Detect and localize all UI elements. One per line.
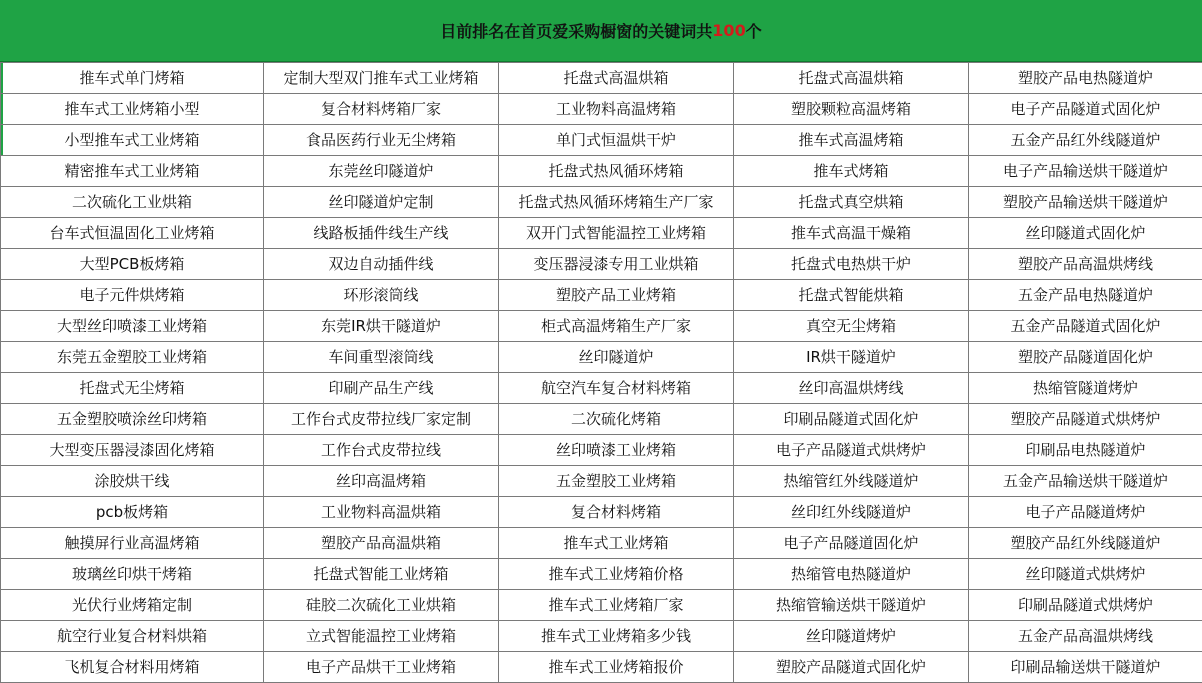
keyword-cell[interactable]: 大型变压器浸漆固化烤箱 — [1, 435, 264, 466]
keyword-cell[interactable]: 推车式工业烤箱多少钱 — [499, 621, 734, 652]
keyword-cell[interactable]: 电子产品输送烘干隧道炉 — [969, 156, 1202, 187]
keyword-cell[interactable]: 工业物料高温烤箱 — [499, 94, 734, 125]
keyword-cell[interactable]: 丝印隧道式固化炉 — [969, 218, 1202, 249]
keyword-cell[interactable]: 托盘式真空烘箱 — [734, 187, 969, 218]
keyword-cell[interactable]: 台车式恒温固化工业烤箱 — [1, 218, 264, 249]
keyword-cell[interactable]: 五金塑胶喷涂丝印烤箱 — [1, 404, 264, 435]
keyword-cell[interactable]: pcb板烤箱 — [1, 497, 264, 528]
keyword-cell[interactable]: 工作台式皮带拉线 — [264, 435, 499, 466]
keyword-cell[interactable]: 托盘式智能烘箱 — [734, 280, 969, 311]
keyword-cell[interactable]: 热缩管红外线隧道炉 — [734, 466, 969, 497]
keyword-cell[interactable]: 丝印隧道式烘烤炉 — [969, 559, 1202, 590]
keyword-cell[interactable]: 托盘式热风循环烤箱生产厂家 — [499, 187, 734, 218]
keyword-cell[interactable]: 推车式工业烤箱厂家 — [499, 590, 734, 621]
keyword-cell[interactable]: 推车式工业烤箱 — [499, 528, 734, 559]
keyword-cell[interactable]: 二次硫化工业烘箱 — [1, 187, 264, 218]
keyword-cell[interactable]: 塑胶产品隧道式固化炉 — [734, 652, 969, 683]
keyword-cell[interactable]: 电子产品烘干工业烤箱 — [264, 652, 499, 683]
keyword-cell[interactable]: 托盘式电热烘干炉 — [734, 249, 969, 280]
keyword-cell[interactable]: 丝印高温烤箱 — [264, 466, 499, 497]
table-row — [1, 125, 1202, 156]
sheet-header — [0, 0, 1202, 62]
keyword-cell[interactable]: 塑胶产品隧道固化炉 — [969, 342, 1202, 373]
keyword-cell[interactable]: 定制大型双门推车式工业烤箱 — [264, 63, 499, 94]
header-title-prefix: 目前排名在首页爱采购橱窗的关键词共 — [440, 19, 712, 42]
keyword-cell[interactable]: 五金产品隧道式固化炉 — [969, 311, 1202, 342]
keyword-cell[interactable]: 五金产品输送烘干隧道炉 — [969, 466, 1202, 497]
keyword-cell[interactable]: 印刷品隧道式固化炉 — [734, 404, 969, 435]
keyword-cell[interactable]: 热缩管输送烘干隧道炉 — [734, 590, 969, 621]
keyword-cell[interactable]: 五金产品电热隧道炉 — [969, 280, 1202, 311]
table-row — [1, 466, 1202, 497]
keyword-cell[interactable]: 塑胶产品电热隧道炉 — [969, 63, 1202, 94]
keyword-cell[interactable]: 精密推车式工业烤箱 — [1, 156, 264, 187]
keyword-cell[interactable]: 热缩管隧道烤炉 — [969, 373, 1202, 404]
keyword-cell[interactable]: 托盘式高温烘箱 — [499, 63, 734, 94]
table-row — [1, 404, 1202, 435]
keyword-cell[interactable]: 推车式工业烤箱价格 — [499, 559, 734, 590]
keyword-cell[interactable]: 丝印隧道炉 — [499, 342, 734, 373]
keyword-cell[interactable]: 涂胶烘干线 — [1, 466, 264, 497]
keyword-cell[interactable]: 印刷品隧道式烘烤炉 — [969, 590, 1202, 621]
keyword-cell[interactable]: 电子元件烘烤箱 — [1, 280, 264, 311]
keyword-cell[interactable]: 大型PCB板烤箱 — [1, 249, 264, 280]
keyword-cell[interactable]: 东莞IR烘干隧道炉 — [264, 311, 499, 342]
keyword-cell[interactable]: 触摸屏行业高温烤箱 — [1, 528, 264, 559]
table-row — [1, 497, 1202, 528]
keyword-table — [0, 62, 1202, 683]
keyword-cell[interactable]: 航空汽车复合材料烤箱 — [499, 373, 734, 404]
keyword-cell[interactable]: 丝印隧道炉定制 — [264, 187, 499, 218]
header-keyword-count: 100 — [712, 21, 745, 40]
keyword-cell[interactable]: 电子产品隧道式固化炉 — [969, 94, 1202, 125]
table-row — [1, 559, 1202, 590]
table-row — [1, 342, 1202, 373]
keyword-cell[interactable]: 推车式高温干燥箱 — [734, 218, 969, 249]
keyword-cell[interactable]: 食品医药行业无尘烤箱 — [264, 125, 499, 156]
table-row — [1, 280, 1202, 311]
keyword-cell[interactable]: 推车式高温烤箱 — [734, 125, 969, 156]
keyword-cell[interactable]: 车间重型滚筒线 — [264, 342, 499, 373]
keyword-cell[interactable]: 托盘式热风循环烤箱 — [499, 156, 734, 187]
keyword-cell[interactable]: 玻璃丝印烘干烤箱 — [1, 559, 264, 590]
keyword-cell[interactable]: IR烘干隧道炉 — [734, 342, 969, 373]
keyword-cell[interactable]: 立式智能温控工业烤箱 — [264, 621, 499, 652]
keyword-cell[interactable]: 塑胶产品红外线隧道炉 — [969, 528, 1202, 559]
keyword-cell[interactable]: 丝印隧道烤炉 — [734, 621, 969, 652]
keyword-cell[interactable]: 硅胶二次硫化工业烘箱 — [264, 590, 499, 621]
keyword-cell[interactable]: 塑胶产品隧道式烘烤炉 — [969, 404, 1202, 435]
keyword-cell[interactable]: 复合材料烤箱厂家 — [264, 94, 499, 125]
table-row — [1, 156, 1202, 187]
keyword-cell[interactable]: 环形滚筒线 — [264, 280, 499, 311]
keyword-cell[interactable]: 电子产品隧道固化炉 — [734, 528, 969, 559]
keyword-cell[interactable]: 五金塑胶工业烤箱 — [499, 466, 734, 497]
table-row — [1, 94, 1202, 125]
table-row — [1, 187, 1202, 218]
keyword-cell[interactable]: 线路板插件线生产线 — [264, 218, 499, 249]
table-row — [1, 373, 1202, 404]
table-row — [1, 435, 1202, 466]
keyword-cell[interactable]: 丝印高温烘烤线 — [734, 373, 969, 404]
keyword-cell[interactable]: 印刷品输送烘干隧道炉 — [969, 652, 1202, 683]
keyword-cell[interactable]: 丝印红外线隧道炉 — [734, 497, 969, 528]
keyword-cell[interactable]: 五金产品高温烘烤线 — [969, 621, 1202, 652]
keyword-cell[interactable]: 印刷品电热隧道炉 — [969, 435, 1202, 466]
table-row — [1, 249, 1202, 280]
keyword-cell[interactable]: 塑胶颗粒高温烤箱 — [734, 94, 969, 125]
keyword-cell[interactable]: 航空行业复合材料烘箱 — [1, 621, 264, 652]
keyword-cell[interactable]: 丝印喷漆工业烤箱 — [499, 435, 734, 466]
keyword-cell[interactable]: 塑胶产品工业烤箱 — [499, 280, 734, 311]
keyword-cell[interactable]: 二次硫化烤箱 — [499, 404, 734, 435]
keyword-cell[interactable]: 真空无尘烤箱 — [734, 311, 969, 342]
keyword-cell[interactable]: 托盘式智能工业烤箱 — [264, 559, 499, 590]
keyword-cell[interactable]: 工作台式皮带拉线厂家定制 — [264, 404, 499, 435]
keyword-cell[interactable]: 大型丝印喷漆工业烤箱 — [1, 311, 264, 342]
keyword-cell[interactable]: 推车式单门烤箱 — [1, 63, 264, 94]
keyword-cell[interactable]: 柜式高温烤箱生产厂家 — [499, 311, 734, 342]
table-row — [1, 590, 1202, 621]
table-row — [1, 528, 1202, 559]
keyword-cell[interactable]: 飞机复合材料用烤箱 — [1, 652, 264, 683]
keyword-cell[interactable]: 东莞五金塑胶工业烤箱 — [1, 342, 264, 373]
keyword-cell[interactable]: 变压器浸漆专用工业烘箱 — [499, 249, 734, 280]
keyword-cell[interactable]: 单门式恒温烘干炉 — [499, 125, 734, 156]
table-row — [1, 63, 1202, 94]
keyword-cell[interactable]: 电子产品隧道烤炉 — [969, 497, 1202, 528]
keyword-cell[interactable]: 塑胶产品高温烘箱 — [264, 528, 499, 559]
table-row — [1, 218, 1202, 249]
keyword-cell[interactable]: 托盘式无尘烤箱 — [1, 373, 264, 404]
keyword-cell[interactable]: 推车式烤箱 — [734, 156, 969, 187]
keyword-cell[interactable]: 塑胶产品输送烘干隧道炉 — [969, 187, 1202, 218]
keyword-cell[interactable]: 双开门式智能温控工业烤箱 — [499, 218, 734, 249]
table-row — [1, 311, 1202, 342]
keyword-cell[interactable]: 小型推车式工业烤箱 — [1, 125, 264, 156]
keyword-cell[interactable]: 塑胶产品高温烘烤线 — [969, 249, 1202, 280]
keyword-cell[interactable]: 工业物料高温烘箱 — [264, 497, 499, 528]
keyword-cell[interactable]: 五金产品红外线隧道炉 — [969, 125, 1202, 156]
keyword-cell[interactable]: 推车式工业烤箱小型 — [1, 94, 264, 125]
header-title-suffix: 个 — [746, 19, 762, 42]
keyword-cell[interactable]: 热缩管电热隧道炉 — [734, 559, 969, 590]
keyword-cell[interactable]: 复合材料烤箱 — [499, 497, 734, 528]
keyword-cell[interactable]: 双边自动插件线 — [264, 249, 499, 280]
keyword-cell[interactable]: 推车式工业烤箱报价 — [499, 652, 734, 683]
keyword-cell[interactable]: 东莞丝印隧道炉 — [264, 156, 499, 187]
keyword-cell[interactable]: 光伏行业烤箱定制 — [1, 590, 264, 621]
table-row — [1, 652, 1202, 683]
keyword-cell[interactable]: 电子产品隧道式烘烤炉 — [734, 435, 969, 466]
table-row — [1, 621, 1202, 652]
keyword-cell[interactable]: 托盘式高温烘箱 — [734, 63, 969, 94]
keyword-cell[interactable]: 印刷产品生产线 — [264, 373, 499, 404]
